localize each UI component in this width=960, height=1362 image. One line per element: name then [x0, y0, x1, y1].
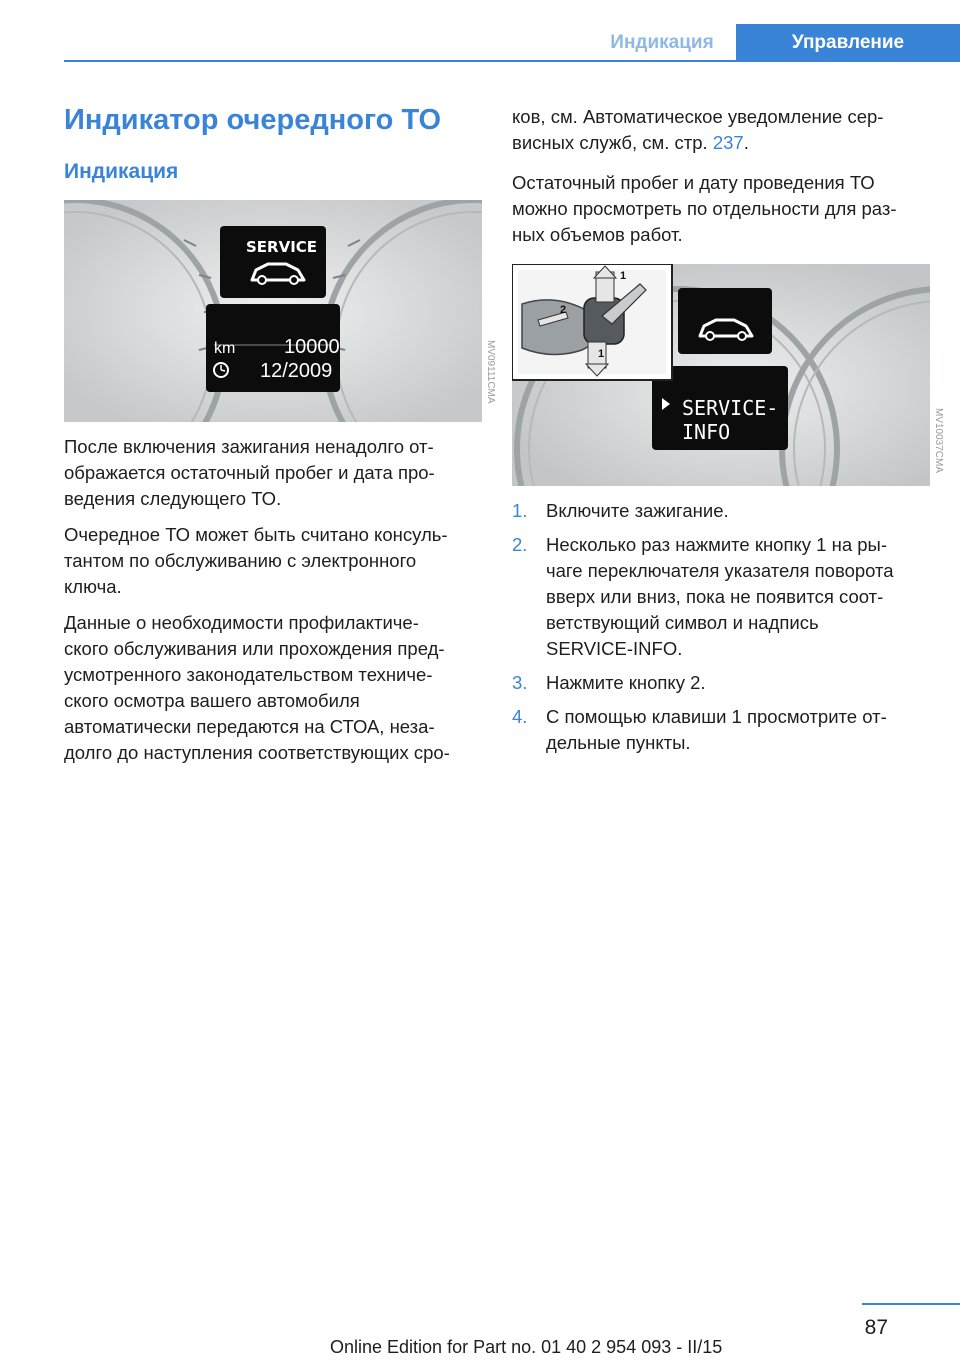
step-number: 2.: [512, 534, 528, 555]
callout-label-2: 2: [560, 304, 567, 316]
paragraph-3: Данные о необходимости профилактиче- ского обслуживания или прохождения пред- усмотренного законодательством техниче- ского осмотра вашего автомобиля автоматически передаются на СТОА, неза- долго до наступления соответствующих сро-: [64, 612, 450, 763]
tab-indication[interactable]: Индикация: [610, 32, 714, 53]
callout-label-1-bottom: 1: [598, 348, 605, 360]
paragraph-continuation: [512, 104, 952, 156]
step-item: [512, 704, 932, 756]
paragraph-continuation-end: .: [743, 132, 749, 153]
step-item: [512, 532, 932, 662]
service-info-figure: [512, 264, 930, 486]
service-info-line2: INFO: [682, 420, 731, 444]
paragraph-1: После включения зажигания ненадолго от- ображается остаточный пробег и дата про- ведения следующего ТО.: [64, 436, 435, 509]
km-label: km: [214, 340, 236, 357]
page-title: Индикатор очередного ТО: [64, 104, 441, 136]
step-text: Нажмите кнопку 2.: [546, 672, 706, 693]
step-number: 1.: [512, 500, 528, 521]
edition-note: Online Edition for Part no. 01 40 2 954 093 - II/15: [330, 1337, 723, 1357]
step-text: Несколько раз нажмите кнопку 1 на ры- чаге переключателя указателя поворота вверх или вниз, пока не появится соот- ветствующий символ и надпись SERVICE-INFO.: [546, 534, 894, 659]
page-link-237[interactable]: 237: [712, 132, 744, 153]
paragraph-2: Очередное ТО может быть считано консуль- тантом по обслуживанию с электронного ключа.: [64, 524, 448, 597]
step-item: [512, 498, 932, 524]
km-value: 10000: [284, 336, 340, 358]
step-number: 4.: [512, 706, 528, 727]
cluster-illustration: [64, 200, 482, 422]
paragraph-4: Остаточный пробег и дату проведения ТО можно просмотреть по отдельности для раз- ных объемов работ.: [512, 172, 897, 245]
service-label: SERVICE: [246, 238, 318, 256]
step-text: С помощью клавиши 1 просмотрите от- дельные пункты.: [546, 706, 887, 753]
figure-code-2: MV10037CMA: [933, 408, 944, 474]
service-display-figure: [64, 200, 482, 422]
page-number: 87: [864, 1316, 888, 1339]
paragraph-continuation-text: ков, см. Автоматическое уведомление сер- висных служб, см. стр.: [512, 106, 884, 153]
section-heading: Индикация: [64, 160, 179, 183]
step-text: Включите зажигание.: [546, 500, 729, 521]
service-info-line1: SERVICE-: [682, 396, 779, 420]
step-number: 3.: [512, 672, 528, 693]
footer-rule: [862, 1303, 960, 1305]
left-column: [64, 434, 484, 776]
lever-illustration: [512, 264, 930, 486]
steps-list: [512, 498, 932, 756]
date-value: 12/2009: [260, 360, 333, 382]
figure-code-1: MV09111CMA: [485, 340, 496, 404]
tab-control[interactable]: Управление: [736, 24, 960, 62]
step-item: [512, 670, 932, 696]
callout-label-1-top: 1: [620, 270, 627, 282]
right-column: [512, 104, 952, 258]
steps-column: [512, 498, 932, 764]
